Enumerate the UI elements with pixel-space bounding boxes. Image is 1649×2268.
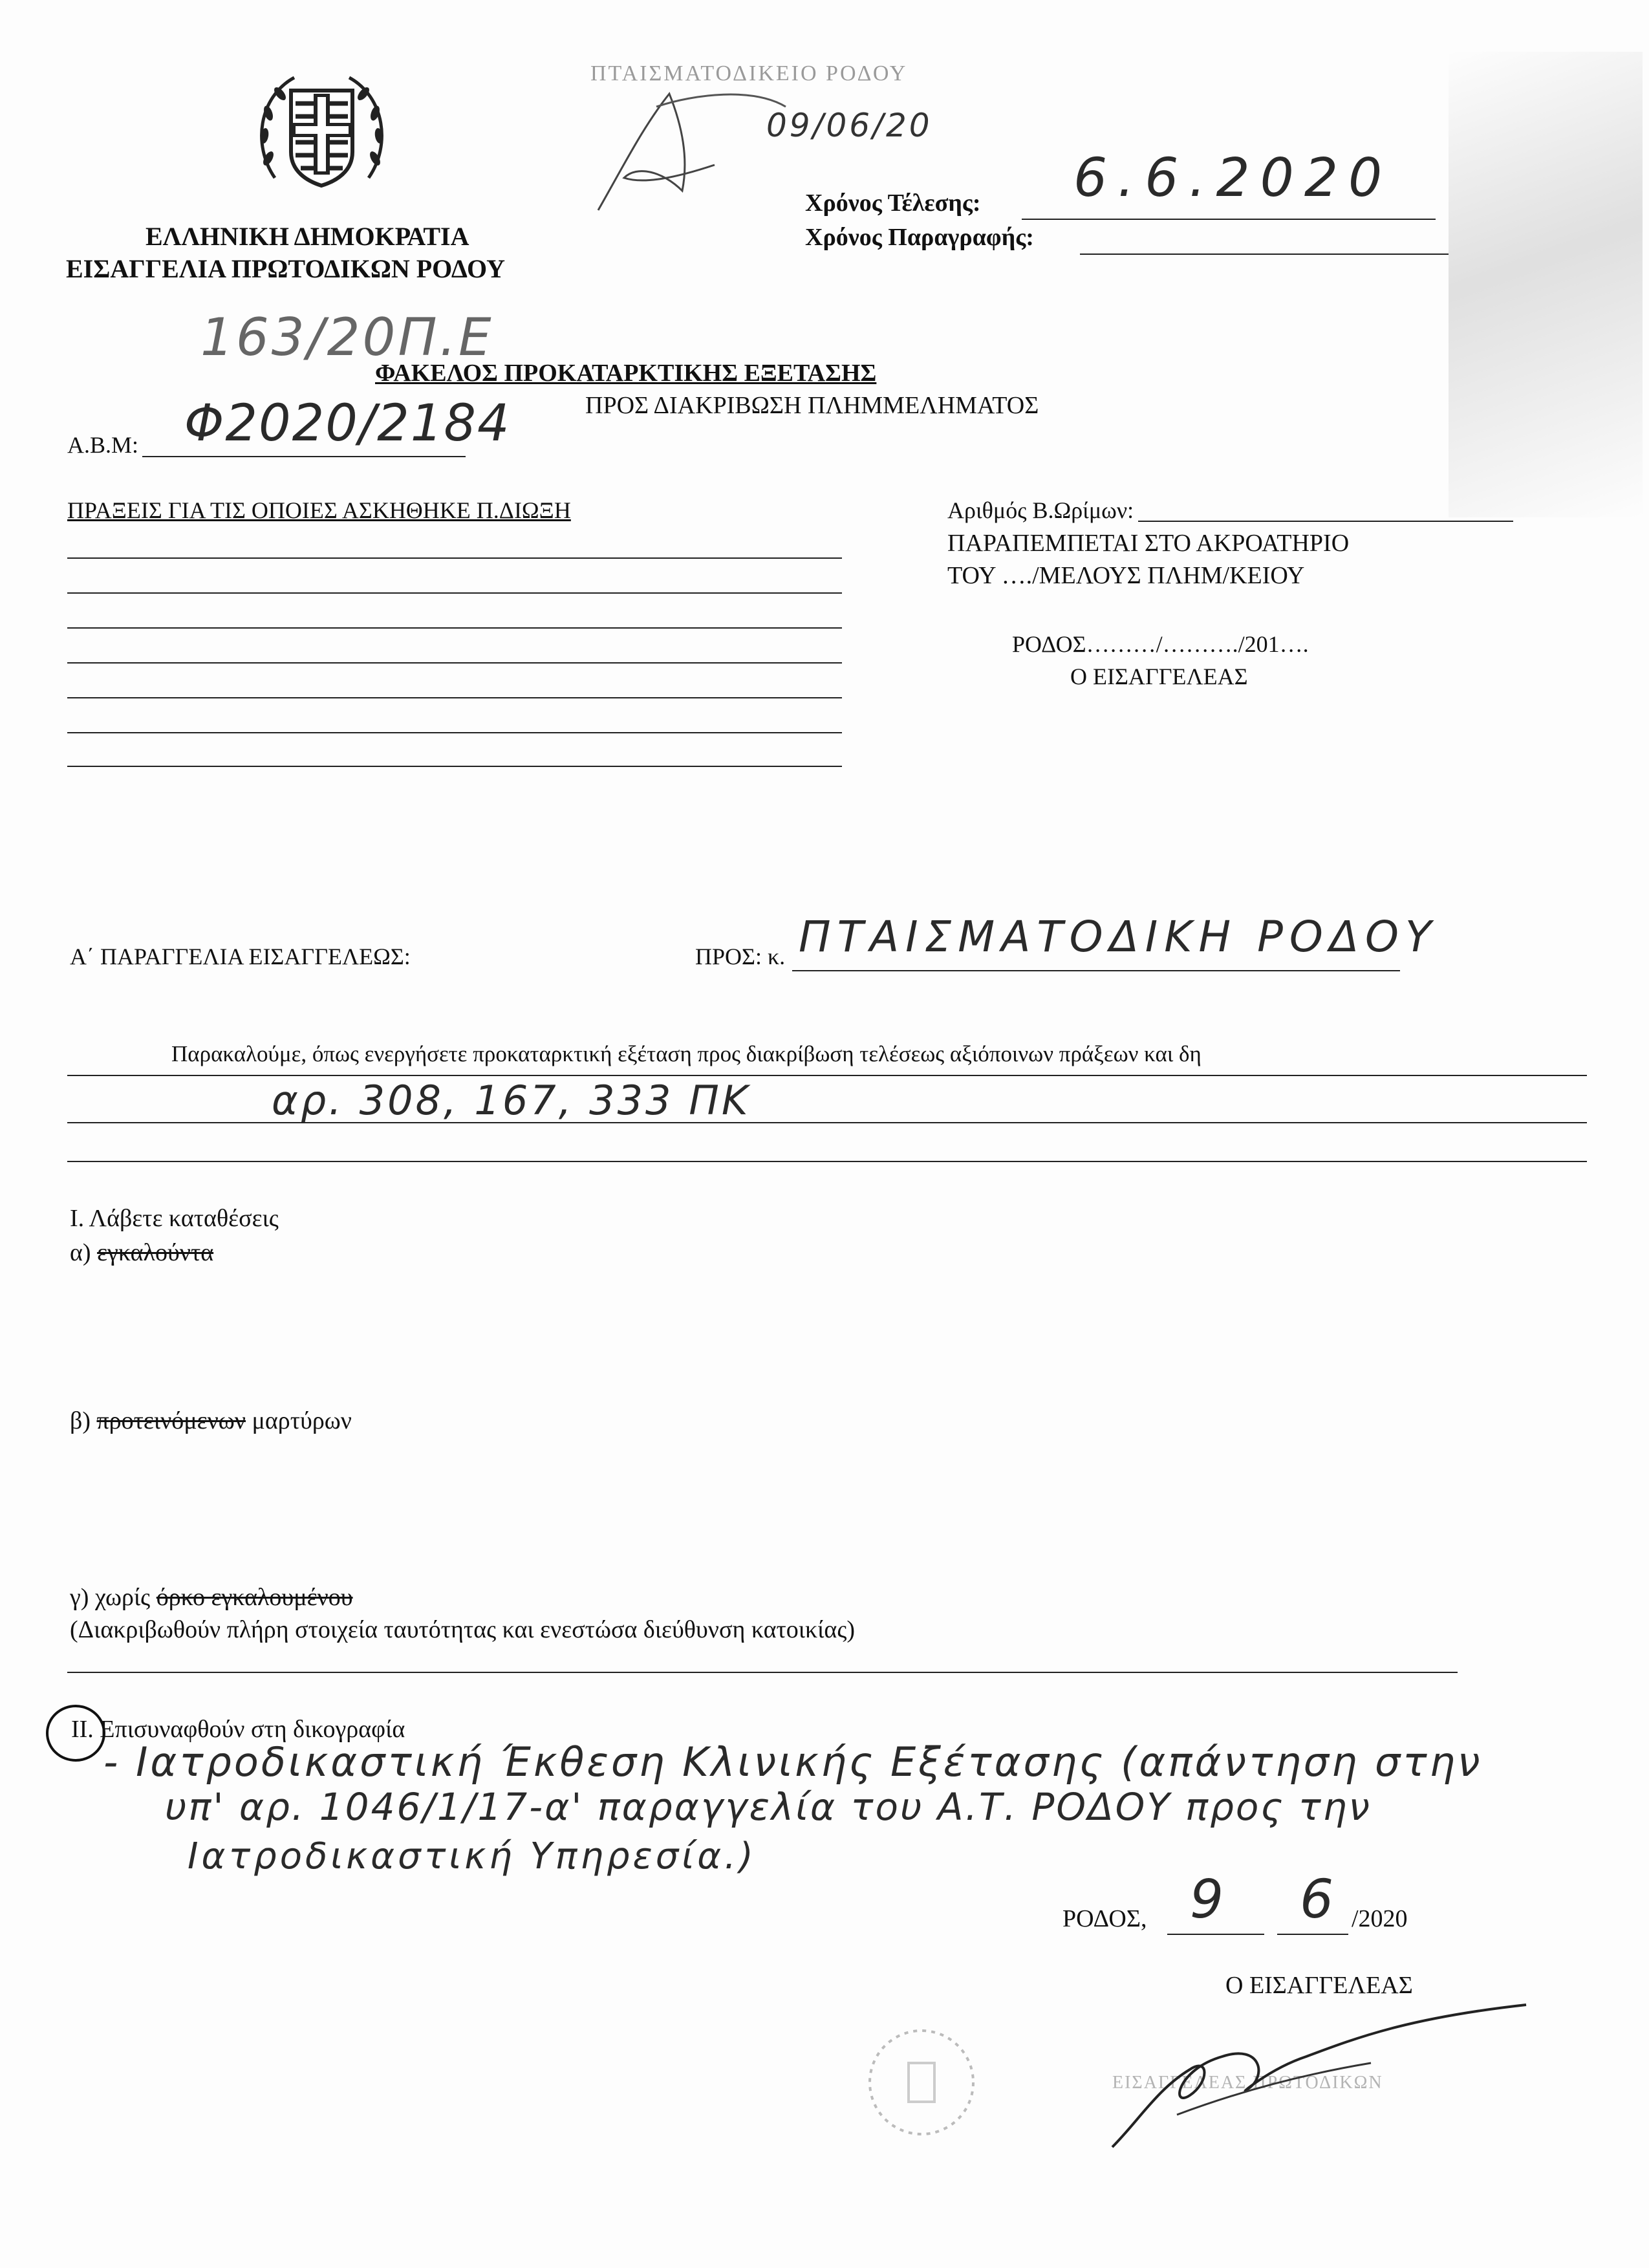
register-number-label: Αριθμός Β.Ωρίμων: [947, 497, 1134, 523]
articles-handwritten: αρ. 308, 167, 333 ΠΚ [272, 1077, 751, 1124]
footer-place: ΡΟΔΟΣ, [1062, 1905, 1147, 1932]
request-line-3 [67, 1161, 1587, 1162]
office-name: ΕΙΣΑΓΓΕΛΙΑ ΠΡΩΤΟΔΙΚΩΝ ΡΟΔΟΥ [66, 254, 506, 283]
attachment-line-2: υπ' αρ. 1046/1/17-α' παραγγελία του Α.Τ. ΡΟΔΟΥ προς την [165, 1785, 1372, 1829]
order-recipient-label: ΠΡΟΣ: κ. [695, 944, 786, 969]
stamp-initials-scribble [585, 87, 792, 217]
file-number-handwritten: 163/20Π.Ε [200, 307, 494, 367]
acts-line-7 [67, 766, 842, 767]
coat-of-arms-emblem [249, 61, 394, 207]
acts-line-1 [67, 557, 842, 559]
official-seal [860, 2018, 983, 2147]
order-request-text: Παρακαλούμε, όπως ενεργήσετε προκαταρκτική εξέταση προς διακρίβωση τελέσεως αξιόποινων πράξεων και δη [171, 1041, 1202, 1066]
request-line-1 [67, 1075, 1587, 1076]
country-name: ΕΛΛΗΝΙΚΗ ΔΗΜΟΚΡΑΤΙΑ [146, 222, 469, 251]
acts-line-4 [67, 662, 842, 664]
item-a-struck: εγκαλούντα [97, 1239, 214, 1266]
request-line-2 [67, 1122, 1587, 1123]
prescription-label: Χρόνος Παραγραφής: [805, 224, 1034, 251]
prosecuted-acts-heading: ΠΡΑΞΕΙΣ ΓΙΑ ΤΙΣ ΟΠΟΙΕΣ ΑΣΚΗΘΗΚΕ Π.ΔΙΩΞΗ [67, 497, 571, 523]
time-committed-label: Χρόνος Τέλεσης: [805, 189, 981, 217]
acts-line-3 [67, 627, 842, 629]
reception-stamp [585, 61, 947, 210]
prosecutor-order-label: Α΄ ΠΑΡΑΓΓΕΛΙΑ ΕΙΣΑΓΓΕΛΕΩΣ: [70, 944, 411, 969]
time-committed-line [1022, 219, 1436, 220]
attachment-line-1: - Ιατροδικαστική Έκθεση Κλινικής Εξέτασης (απάντηση στην [103, 1738, 1483, 1786]
acts-line-2 [67, 592, 842, 594]
footer-month-line [1277, 1934, 1348, 1935]
abm-line [142, 456, 466, 457]
prosecutor-signature [1099, 1992, 1539, 2154]
referral-place-date: ΡΟΔΟΣ………/………./201…. [1012, 631, 1309, 657]
item-b-struck: προτεινόμενων [96, 1407, 246, 1434]
referral-line-2: ΤΟΥ …./ΜΕΛΟΥΣ ΠΛΗΜ/ΚΕΙΟΥ [947, 562, 1305, 589]
document-title: ΦΑΚΕΛΟΣ ΠΡΟΚΑΤΑΡΚΤΙΚΗΣ ΕΞΕΤΑΣΗΣ [375, 360, 877, 387]
item-c-struck: όρκο εγκαλουμένου [156, 1584, 353, 1611]
scan-shadow [1449, 52, 1643, 517]
identity-note: (Διακριβωθούν πλήρη στοιχεία ταυτότητας και ενεστώσα διεύθυνση κατοικίας) [70, 1616, 856, 1643]
testimonies-heading: Ι. Λάβετε καταθέσεις [70, 1205, 279, 1232]
stamp-court-text: ΠΤΑΙΣΜΑΤΟΔΙΚΕΙΟ ΡΟΔΟΥ [590, 61, 908, 85]
footer-day: 9 [1190, 1869, 1228, 1930]
order-recipient-value: ΠΤΑΙΣΜΑΤΟΔΙΚΗ ΡΟΔΟΥ [799, 912, 1438, 962]
time-committed-value: 6.6.2020 [1073, 147, 1393, 209]
abm-value: Φ2020/2184 [184, 394, 511, 453]
attachment-line-3: Ιατροδικαστική Υπηρεσία.) [188, 1835, 757, 1877]
document-subtitle: ΠΡΟΣ ΔΙΑΚΡΙΒΩΣΗ ΠΛΗΜΜΕΛΗΜΑΤΟΣ [585, 392, 1039, 419]
seal-text: ΕΙΣΑΓΓΕΛΕΑΣ ΠΡΩΤΟΔΙΚΩΝ [1112, 2073, 1383, 2093]
item-b: β) προτεινόμενων μαρτύρων [70, 1407, 352, 1434]
abm-label: Α.Β.Μ: [67, 432, 139, 458]
stamp-date: 09/06/20 [766, 107, 932, 144]
register-number-line [1138, 521, 1513, 522]
acts-line-5 [67, 697, 842, 698]
referral-line-1: ΠΑΡΑΠΕΜΠΕΤΑΙ ΣΤΟ ΑΚΡΟΑΤΗΡΙΟ [947, 530, 1350, 557]
footer-month: 6 [1300, 1869, 1338, 1930]
attachments-heading: ΙΙ. Επισυναφθούν στη δικογραφία [71, 1716, 405, 1743]
footer-signer: Ο ΕΙΣΑΓΓΕΛΕΑΣ [1225, 1972, 1413, 1999]
item-c: γ) χωρίς όρκο εγκαλουμένου [70, 1584, 353, 1611]
footer-year: /2020 [1352, 1905, 1408, 1932]
referral-signer: Ο ΕΙΣΑΓΓΕΛΕΑΣ [1070, 664, 1248, 689]
acts-line-6 [67, 732, 842, 733]
section1-end-line [67, 1672, 1458, 1673]
order-recipient-line [792, 970, 1400, 971]
item-a: α) εγκαλούντα [70, 1239, 214, 1266]
prescription-line [1080, 254, 1449, 255]
footer-day-line [1167, 1934, 1264, 1935]
